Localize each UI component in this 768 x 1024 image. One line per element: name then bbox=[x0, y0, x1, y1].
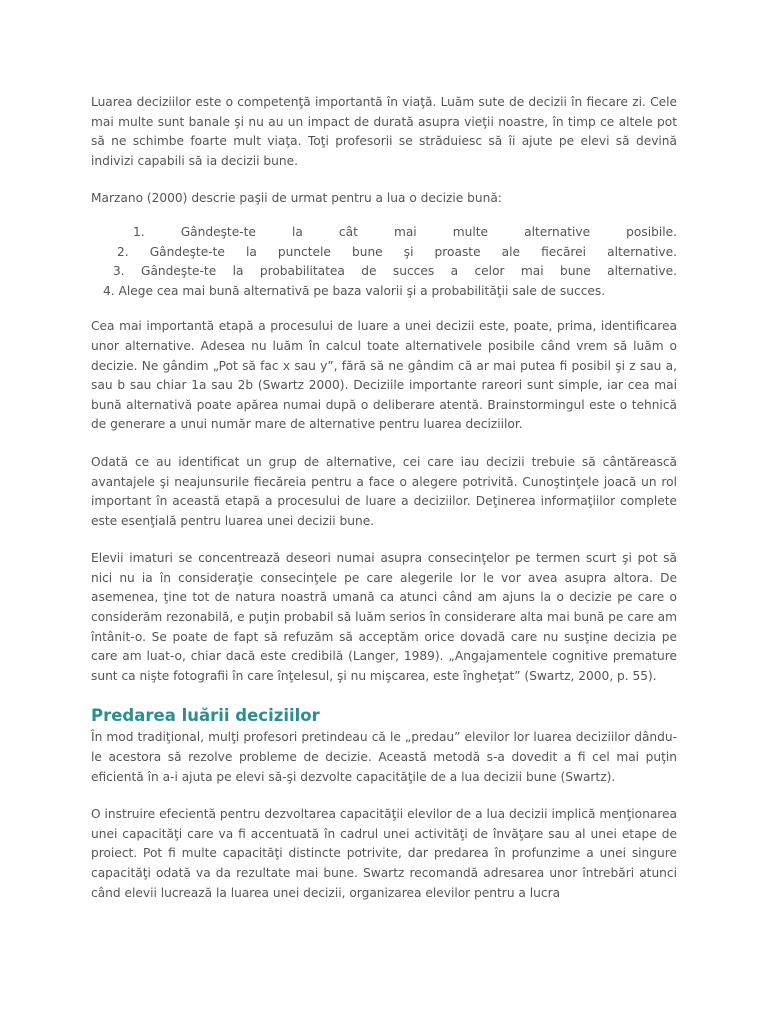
decision-steps-list bbox=[91, 223, 677, 301]
paragraph-immature-students: Elevii imaturi se concentrează deseori numai asupra consecinţelor pe termen scurt şi pot să nici nu ia în consideraţie consecinţele pe care alegerile lor le vor avea asupra altora. De asemenea, ţine tot de natura noastră umană ca atunci când am ajuns la o decizie pe care o considerăm rezonabilă, e puţin probabil să luăm serios în considerare alta mai bună pe care am întânit-o. Se poate de fapt să refuzăm să acceptăm orice dovadă care nu susţine decizia pe care am luat-o, chiar dacă este credibilă (Langer, 1989). „Angajamentele cognitive premature sunt ca nişte fotografii în care înţelesul, şi nu mişcarea, este îngheţat” (Swartz, 2000, p. 55). bbox=[91, 551, 677, 683]
list-item: 1. Gândeşte-te la cât mai multe alternative posibile. bbox=[133, 224, 677, 239]
paragraph-marzano: Marzano (2000) descrie paşii de urmat pentru a lua o decizie bună: bbox=[91, 191, 502, 206]
list-item: 3. Gândeşte-te la probabilitatea de succes a celor mai bune alternative. bbox=[113, 264, 677, 279]
paragraph-traditional: În mod tradiţional, mulţi profesori pretindeau că le „predau” elevilor lor luarea deciziilor dându-le acestora să rezolve probleme de decizie. Această metodă s-a dovedit a fi cel mai puţin eficientă în a-i ajuta pe elevi să-şi dezvolte capacităţile de a lua decizii bune (Swartz). bbox=[91, 730, 677, 784]
section-heading: Predarea luării deciziilor bbox=[91, 706, 320, 726]
paragraph-alternatives: Cea mai importantă etapă a procesului de luare a unei decizii este, poate, prima, identificarea unor alternative. Adesea nu luăm în calcul toate alternativele posibile când vrem să luăm o decizie. Ne gândim „Pot să fac x sau y”, fără să ne gândim că ar mai putea fi posibil şi z sau a, sau b sau chiar 1a sau 2b (Swartz 2000). Deciziile importante rareori sunt simple, iar cea mai bună alternativă poate apărea numai după o deliberare atentă. Brainstormingul este o tehnică de generare a unui număr mare de alternative pentru luarea deciziilor. bbox=[91, 319, 677, 432]
list-item: 2. Gândeşte-te la punctele bune şi proaste ale fiecărei alternative. bbox=[117, 244, 677, 259]
paragraph-instruction: O instruire efecientă pentru dezvoltarea capacităţii elevilor de a lua decizii implică menţionarea unei capacităţi care va fi accentuată în cadrul unei activităţi de învăţare sau al unei etape de proiect. Pot fi multe capacităţi distincte potrivite, dar predarea în profunzime a unei singure capacităţi odată va da rezultate mai bune. Swartz recomandă adresarea unor întrebări atunci când elevii lucrează la luarea unei decizii, organizarea elevilor pentru a lucra bbox=[91, 807, 677, 900]
paragraph-intro: Luarea deciziilor este o competenţă importantă în viaţă. Luăm sute de decizii în fiecare zi. Cele mai multe sunt banale şi nu au un impact de durată asupra vieţii noastre, în timp ce altele pot să ne schimbe foarte mult viaţa. Toţi profesorii se străduiesc să îi ajute pe elevi să devină indivizi capabili să ia decizii bune. bbox=[91, 95, 677, 168]
document-page bbox=[91, 93, 677, 921]
list-item: 4. Alege cea mai bună alternativă pe baza valorii şi a probabilităţii sale de succes. bbox=[103, 283, 606, 298]
paragraph-weighing: Odată ce au identificat un grup de alternative, cei care iau decizii trebuie să cântărească avantajele şi neajunsurile fiecăreia pentru a face o alegere potrivită. Cunoştinţele joacă un rol important în această etapă a procesului de luare a deciziilor. Deţinerea informaţiilor complete este esenţială pentru luarea unei decizii bune. bbox=[91, 454, 677, 528]
